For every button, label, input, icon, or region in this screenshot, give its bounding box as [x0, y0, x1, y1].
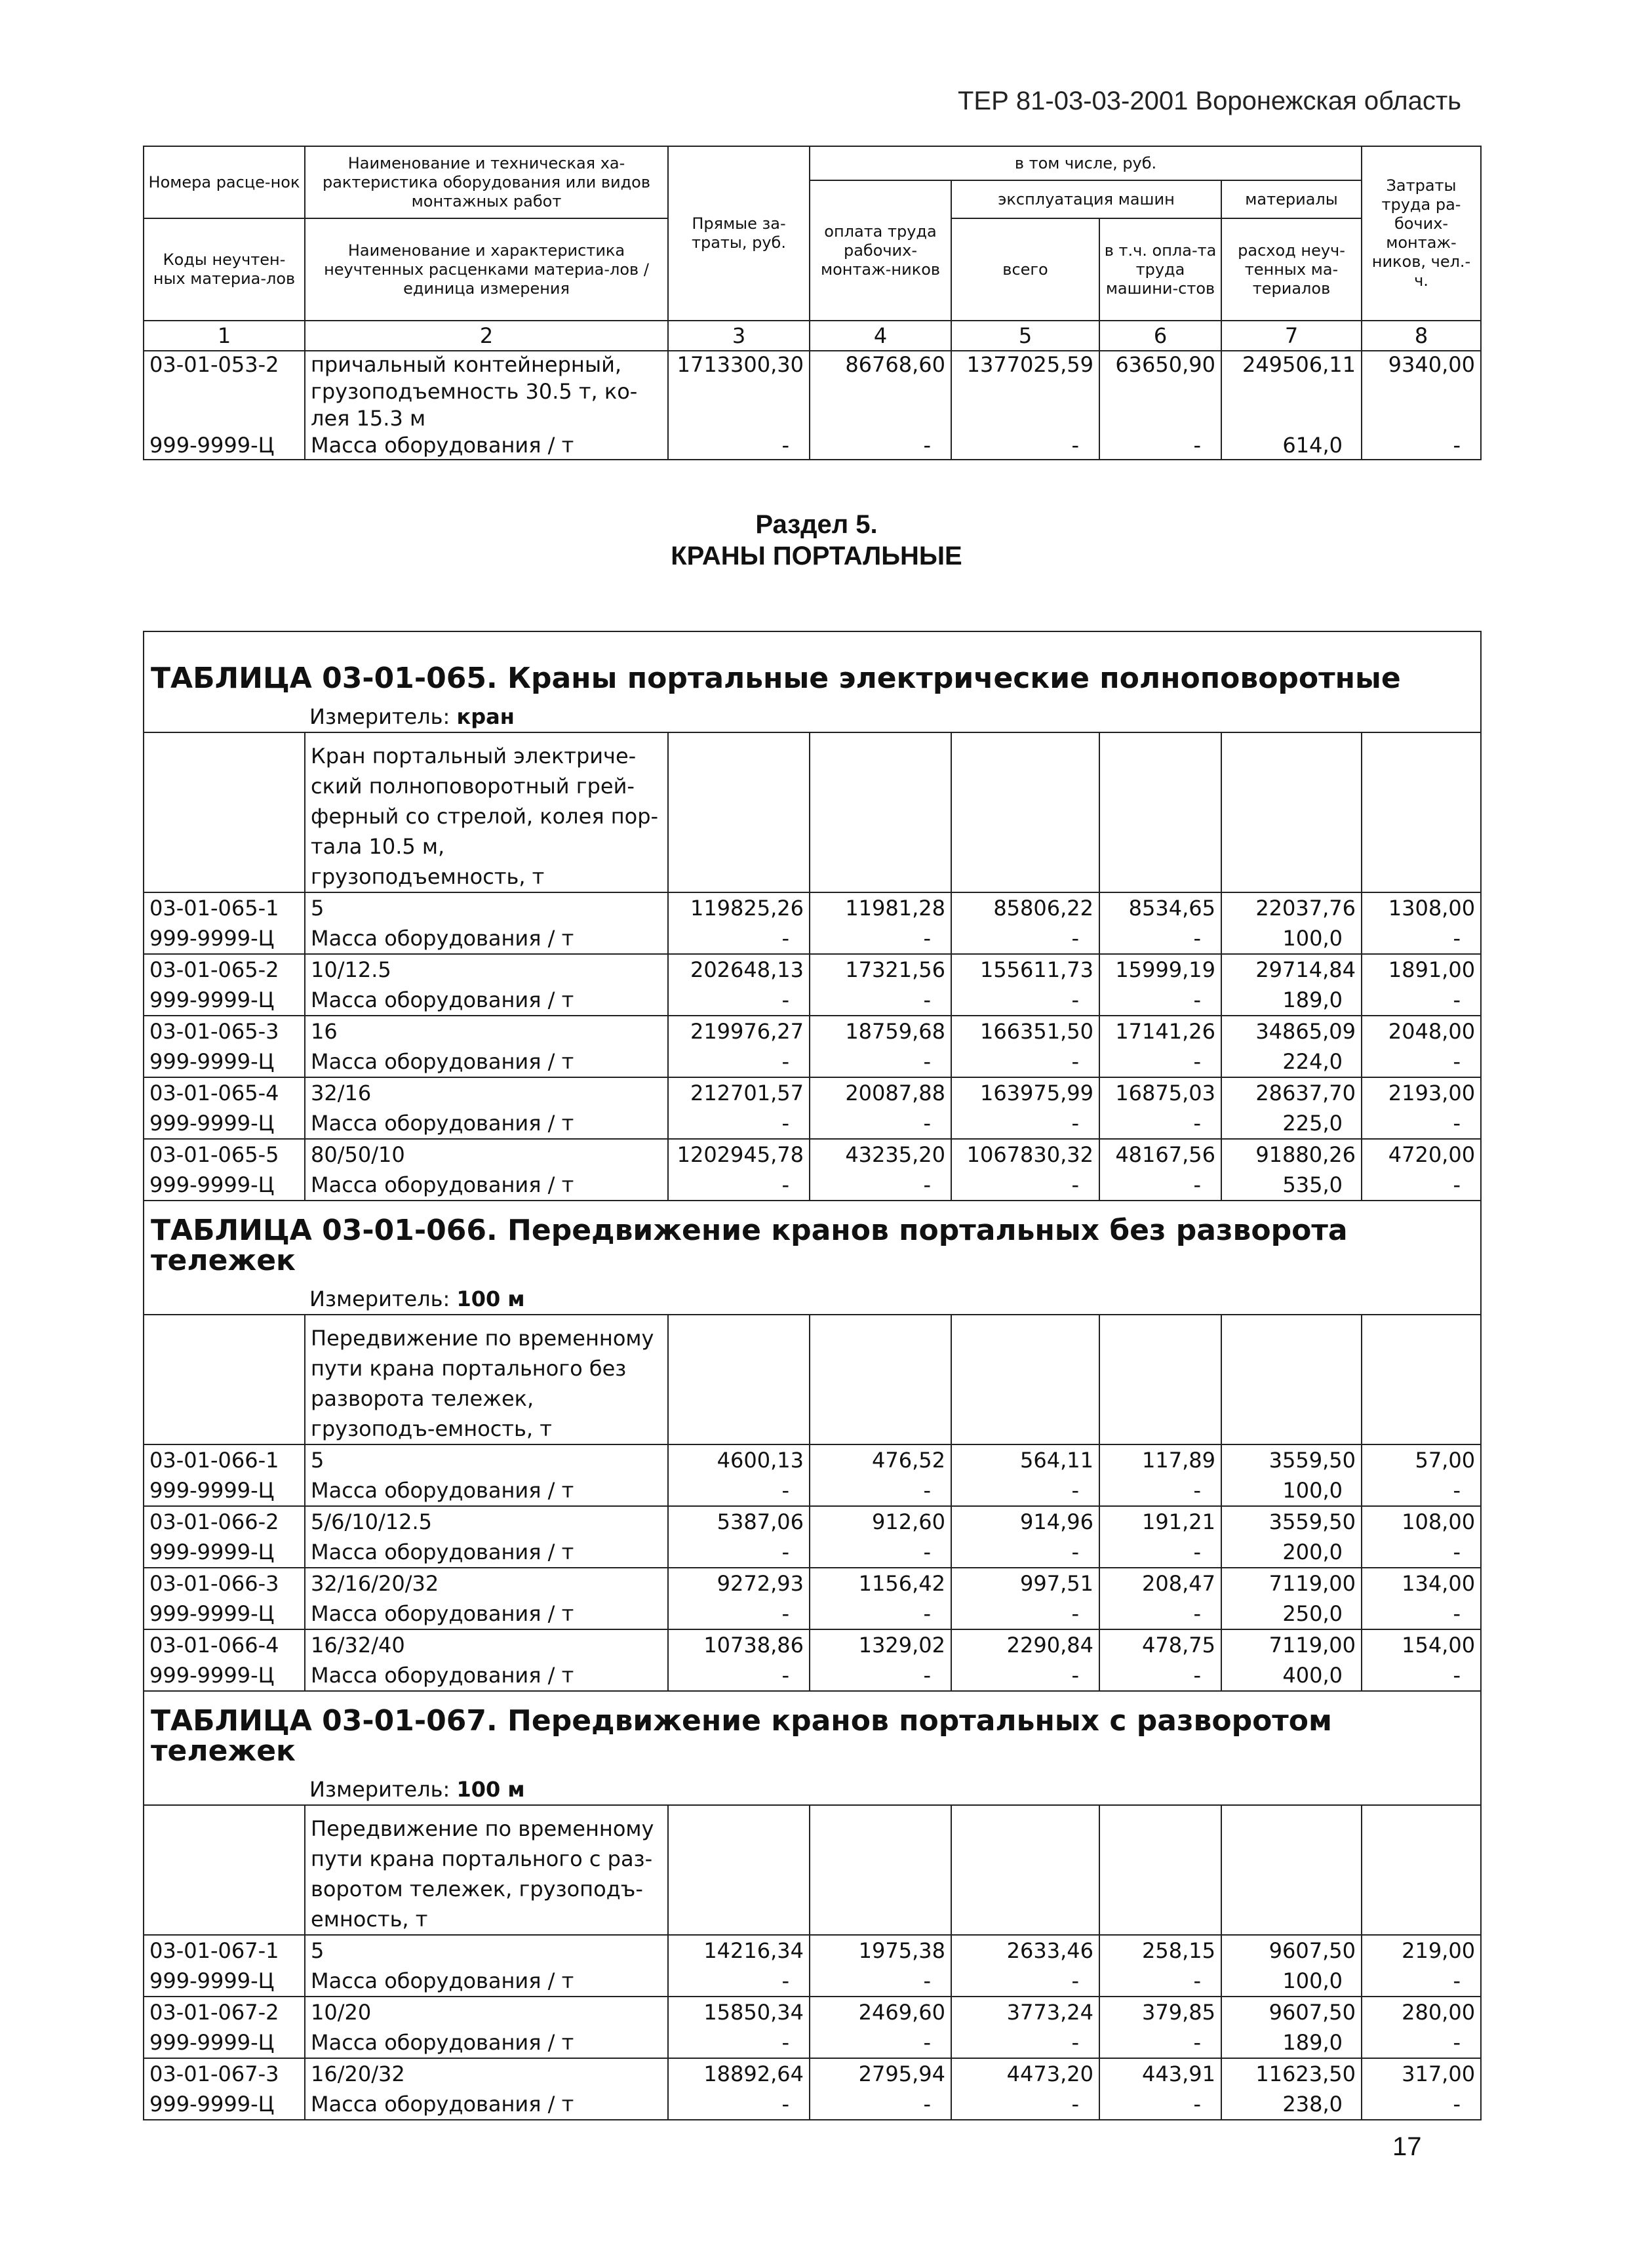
rate-name: 32/16	[305, 1077, 668, 1108]
value-cell: 476,52	[810, 1444, 951, 1475]
value-cell: 535,0	[1221, 1170, 1362, 1201]
col-labor-cost: Затраты труда ра-бочих-монтаж-ников, чел.-ч.	[1362, 146, 1481, 321]
col-number: 1	[144, 321, 305, 351]
material-code: 999-9999-Ц	[144, 1966, 305, 1997]
material-row	[144, 1599, 1481, 1629]
value-cell: -	[1362, 985, 1481, 1016]
rate-name: 16/20/32	[305, 2058, 668, 2089]
rate-name: 5	[305, 1935, 668, 1966]
material-code: 999-9999-Ц	[144, 2089, 305, 2120]
value-cell: -	[1099, 432, 1221, 460]
rate-name: 10/20	[305, 1997, 668, 2027]
value-cell: 63650,90	[1099, 351, 1221, 432]
value-cell: 317,00	[1362, 2058, 1481, 2089]
column-header-table	[143, 146, 1482, 460]
value-cell: 3559,50	[1221, 1444, 1362, 1475]
value-cell: -	[810, 1966, 951, 1997]
measure-unit: 100 м	[456, 1777, 525, 1802]
value-cell: 100,0	[1221, 1966, 1362, 1997]
empty-cell	[1362, 1315, 1481, 1444]
table-row	[144, 954, 1481, 985]
material-row	[144, 1108, 1481, 1139]
value-cell: 91880,26	[1221, 1139, 1362, 1170]
value-cell: 9272,93	[668, 1568, 810, 1599]
table-measure	[144, 702, 1481, 732]
value-cell: -	[810, 923, 951, 954]
value-cell: -	[951, 1046, 1099, 1077]
value-cell: 3559,50	[1221, 1506, 1362, 1537]
value-cell: -	[810, 1660, 951, 1691]
value-cell: 4473,20	[951, 2058, 1099, 2089]
value-cell: 57,00	[1362, 1444, 1481, 1475]
material-code: 999-9999-Ц	[144, 2027, 305, 2058]
value-cell: 238,0	[1221, 2089, 1362, 2120]
rate-code: 03-01-067-2	[144, 1997, 305, 2027]
value-cell: 15999,19	[1099, 954, 1221, 985]
rate-code: 03-01-067-1	[144, 1935, 305, 1966]
value-cell: 2290,84	[951, 1629, 1099, 1660]
value-cell: -	[1362, 1108, 1481, 1139]
value-cell: 14216,34	[668, 1935, 810, 1966]
rate-name: 16	[305, 1016, 668, 1046]
value-cell: -	[1362, 923, 1481, 954]
rate-name: 5	[305, 1444, 668, 1475]
empty-cell	[810, 1805, 951, 1935]
value-cell: 400,0	[1221, 1660, 1362, 1691]
value-cell: -	[668, 1599, 810, 1629]
material-row	[144, 1537, 1481, 1568]
material-code: 999-9999-Ц	[144, 1108, 305, 1139]
empty-cell	[1099, 732, 1221, 892]
table-row	[144, 1568, 1481, 1599]
value-cell: -	[810, 1599, 951, 1629]
material-row	[144, 1046, 1481, 1077]
value-cell: -	[1362, 1966, 1481, 1997]
value-cell: -	[810, 1170, 951, 1201]
value-cell: -	[1362, 432, 1481, 460]
table-row	[144, 1077, 1481, 1108]
table-row	[144, 1997, 1481, 2027]
material-row	[144, 1966, 1481, 1997]
material-code: 999-9999-Ц	[144, 1599, 305, 1629]
empty-cell	[668, 1805, 810, 1935]
rate-code: 03-01-065-3	[144, 1016, 305, 1046]
col-machines-labor: в т.ч. опла-та труда машини-стов	[1099, 218, 1221, 321]
value-cell: -	[668, 1475, 810, 1506]
value-cell: 108,00	[1362, 1506, 1481, 1537]
value-cell: 564,11	[951, 1444, 1099, 1475]
table-measure	[144, 1774, 1481, 1805]
col-number: 3	[668, 321, 810, 351]
empty-cell	[144, 1315, 305, 1444]
material-name: Масса оборудования / т	[305, 1599, 668, 1629]
value-cell: 22037,76	[1221, 892, 1362, 923]
value-cell: 202648,13	[668, 954, 810, 985]
material-name: Масса оборудования / т	[305, 985, 668, 1016]
value-cell: 154,00	[1362, 1629, 1481, 1660]
rate-name: 80/50/10	[305, 1139, 668, 1170]
material-row	[144, 985, 1481, 1016]
measure-label: Измеритель:	[309, 1286, 450, 1311]
rate-code: 03-01-066-4	[144, 1629, 305, 1660]
value-cell: 117,89	[1099, 1444, 1221, 1475]
value-cell: -	[810, 2027, 951, 2058]
material-code: 999-9999-Ц	[144, 923, 305, 954]
col-number: 7	[1221, 321, 1362, 351]
value-cell: 7119,00	[1221, 1568, 1362, 1599]
value-cell: 1308,00	[1362, 892, 1481, 923]
material-row	[144, 923, 1481, 954]
col-machines-total: всего	[951, 218, 1099, 321]
value-cell: 249506,11	[1221, 351, 1362, 432]
table-row	[144, 1444, 1481, 1475]
value-cell: -	[1099, 1537, 1221, 1568]
table-row	[144, 1139, 1481, 1170]
rates-table	[143, 631, 1482, 2120]
rate-name: 10/12.5	[305, 954, 668, 985]
value-cell: 1329,02	[810, 1629, 951, 1660]
value-cell: 912,60	[810, 1506, 951, 1537]
empty-cell	[144, 1805, 305, 1935]
value-cell: 9340,00	[1362, 351, 1481, 432]
material-row	[144, 432, 1481, 460]
value-cell: -	[810, 1046, 951, 1077]
table-measure	[144, 1284, 1481, 1315]
value-cell: 29714,84	[1221, 954, 1362, 985]
value-cell: -	[1099, 1475, 1221, 1506]
measure-unit: кран	[456, 704, 515, 729]
value-cell: -	[668, 2089, 810, 2120]
value-cell: -	[668, 923, 810, 954]
table-row	[144, 351, 1481, 432]
value-cell: 17141,26	[1099, 1016, 1221, 1046]
value-cell: 85806,22	[951, 892, 1099, 923]
material-name: Масса оборудования / т	[305, 1475, 668, 1506]
table-title: ТАБЛИЦА 03-01-065. Краны портальные электрические полноповоротные	[144, 631, 1481, 702]
value-cell: 379,85	[1099, 1997, 1221, 2027]
col-number: 8	[1362, 321, 1481, 351]
value-cell: -	[951, 1966, 1099, 1997]
col-number: 6	[1099, 321, 1221, 351]
value-cell: -	[810, 1537, 951, 1568]
value-cell: 34865,09	[1221, 1016, 1362, 1046]
value-cell: 443,91	[1099, 2058, 1221, 2089]
material-name: Масса оборудования / т	[305, 1537, 668, 1568]
value-cell: 9607,50	[1221, 1935, 1362, 1966]
value-cell: -	[1362, 1660, 1481, 1691]
value-cell: 219,00	[1362, 1935, 1481, 1966]
empty-cell	[1362, 1805, 1481, 1935]
value-cell: 15850,34	[668, 1997, 810, 2027]
material-row	[144, 1170, 1481, 1201]
value-cell: -	[951, 1108, 1099, 1139]
value-cell: -	[668, 1966, 810, 1997]
value-cell: 100,0	[1221, 923, 1362, 954]
value-cell: -	[668, 1108, 810, 1139]
empty-cell	[951, 732, 1099, 892]
value-cell: 119825,26	[668, 892, 810, 923]
empty-cell	[1099, 1315, 1221, 1444]
value-cell: -	[1099, 1046, 1221, 1077]
material-code: 999-9999-Ц	[144, 985, 305, 1016]
value-cell: 258,15	[1099, 1935, 1221, 1966]
value-cell: -	[810, 2089, 951, 2120]
value-cell: 914,96	[951, 1506, 1099, 1537]
rate-code: 03-01-066-3	[144, 1568, 305, 1599]
material-name: Масса оборудования / т	[305, 1046, 668, 1077]
section-number: Раздел 5.	[755, 510, 878, 539]
value-cell: 2795,94	[810, 2058, 951, 2089]
value-cell: 219976,27	[668, 1016, 810, 1046]
value-cell: -	[1362, 1537, 1481, 1568]
value-cell: 10738,86	[668, 1629, 810, 1660]
empty-cell	[951, 1315, 1099, 1444]
material-row	[144, 2027, 1481, 2058]
empty-cell	[144, 732, 305, 892]
value-cell: -	[1099, 923, 1221, 954]
document-header: ТЕР 81-03-03-2001 Воронежская область	[957, 87, 1461, 115]
value-cell: -	[951, 1475, 1099, 1506]
material-name: Масса оборудования / т	[305, 923, 668, 954]
value-cell: 1377025,59	[951, 351, 1099, 432]
table-row	[144, 1935, 1481, 1966]
value-cell: -	[1362, 1170, 1481, 1201]
value-cell: 1975,38	[810, 1935, 951, 1966]
value-cell: -	[951, 1660, 1099, 1691]
material-name: Масса оборудования / т	[305, 2027, 668, 2058]
value-cell: -	[668, 1170, 810, 1201]
table-row	[144, 2058, 1481, 2089]
empty-cell	[1221, 1315, 1362, 1444]
value-cell: -	[1099, 1170, 1221, 1201]
material-name: Масса оборудования / т	[305, 1660, 668, 1691]
value-cell: 11981,28	[810, 892, 951, 923]
value-cell: 100,0	[1221, 1475, 1362, 1506]
value-cell: 224,0	[1221, 1046, 1362, 1077]
value-cell: 9607,50	[1221, 1997, 1362, 2027]
material-code: 999-9999-Ц	[144, 1170, 305, 1201]
material-name: Масса оборудования / т	[305, 1170, 668, 1201]
col-materials: материалы	[1221, 180, 1362, 218]
rate-name: причальный контейнерный, грузоподъемность 30.5 т, ко-лея 15.3 м	[305, 351, 668, 432]
col-including: в том числе, руб.	[810, 146, 1362, 180]
table-title: ТАБЛИЦА 03-01-067. Передвижение кранов портальных с разворотом тележек	[144, 1691, 1481, 1774]
table-description: Передвижение по временному пути крана портального без разворота тележек, грузоподъ-емность, т	[305, 1315, 668, 1444]
value-cell: 200,0	[1221, 1537, 1362, 1568]
rate-code: 03-01-066-2	[144, 1506, 305, 1537]
section-title: КРАНЫ ПОРТАЛЬНЫЕ	[671, 542, 962, 570]
rate-code: 03-01-066-1	[144, 1444, 305, 1475]
value-cell: -	[668, 985, 810, 1016]
value-cell: 1891,00	[1362, 954, 1481, 985]
value-cell: 166351,50	[951, 1016, 1099, 1046]
material-code: 999-9999-Ц	[144, 1537, 305, 1568]
rate-code: 03-01-065-1	[144, 892, 305, 923]
empty-cell	[1221, 1805, 1362, 1935]
material-row	[144, 1475, 1481, 1506]
material-row	[144, 1660, 1481, 1691]
value-cell: -	[810, 1108, 951, 1139]
value-cell: -	[951, 1170, 1099, 1201]
value-cell: 2048,00	[1362, 1016, 1481, 1046]
value-cell: 997,51	[951, 1568, 1099, 1599]
value-cell: 614,0	[1221, 432, 1362, 460]
value-cell: 225,0	[1221, 1108, 1362, 1139]
empty-cell	[668, 1315, 810, 1444]
table-description: Передвижение по временному пути крана портального с раз-воротом тележек, грузоподъ-емность, т	[305, 1805, 668, 1935]
value-cell: 20087,88	[810, 1077, 951, 1108]
page-number: 17	[1392, 2132, 1422, 2161]
value-cell: 155611,73	[951, 954, 1099, 985]
value-cell: -	[1362, 1046, 1481, 1077]
value-cell: 5387,06	[668, 1506, 810, 1537]
col-numbers-top: Номера расце-нок	[144, 146, 305, 218]
empty-cell	[668, 732, 810, 892]
material-name: Масса оборудования / т	[305, 432, 668, 460]
material-code: 999-9999-Ц	[144, 1660, 305, 1691]
material-row	[144, 2089, 1481, 2120]
value-cell: -	[668, 432, 810, 460]
value-cell: -	[810, 985, 951, 1016]
rate-code: 03-01-053-2	[144, 351, 305, 432]
value-cell: -	[951, 2089, 1099, 2120]
material-code: 999-9999-Ц	[144, 1046, 305, 1077]
col-number: 2	[305, 321, 668, 351]
empty-cell	[1221, 732, 1362, 892]
empty-cell	[1362, 732, 1481, 892]
value-cell: 28637,70	[1221, 1077, 1362, 1108]
measure-label: Измеритель:	[309, 1777, 450, 1802]
material-name: Масса оборудования / т	[305, 2089, 668, 2120]
value-cell: 189,0	[1221, 985, 1362, 1016]
value-cell: -	[951, 2027, 1099, 2058]
value-cell: 4720,00	[1362, 1139, 1481, 1170]
value-cell: 18892,64	[668, 2058, 810, 2089]
value-cell: -	[951, 1537, 1099, 1568]
value-cell: 134,00	[1362, 1568, 1481, 1599]
value-cell: -	[1099, 1599, 1221, 1629]
value-cell: -	[1099, 2027, 1221, 2058]
rate-code: 03-01-065-5	[144, 1139, 305, 1170]
value-cell: -	[1362, 1599, 1481, 1629]
value-cell: 212701,57	[668, 1077, 810, 1108]
value-cell: 1156,42	[810, 1568, 951, 1599]
value-cell: 1202945,78	[668, 1139, 810, 1170]
material-code: 999-9999-Ц	[144, 432, 305, 460]
col-name-bottom: Наименование и характеристика неучтенных расценками материа-лов / единица измерения	[305, 218, 668, 321]
table-row	[144, 1629, 1481, 1660]
value-cell: 7119,00	[1221, 1629, 1362, 1660]
rate-name: 5	[305, 892, 668, 923]
value-cell: 250,0	[1221, 1599, 1362, 1629]
value-cell: -	[668, 1046, 810, 1077]
value-cell: 11623,50	[1221, 2058, 1362, 2089]
rate-name: 5/6/10/12.5	[305, 1506, 668, 1537]
value-cell: -	[1099, 2089, 1221, 2120]
value-cell: 43235,20	[810, 1139, 951, 1170]
table-row	[144, 1016, 1481, 1046]
empty-cell	[810, 732, 951, 892]
value-cell: 17321,56	[810, 954, 951, 985]
value-cell: -	[951, 985, 1099, 1016]
value-cell: -	[1362, 2089, 1481, 2120]
value-cell: 3773,24	[951, 1997, 1099, 2027]
table-row	[144, 1506, 1481, 1537]
value-cell: 4600,13	[668, 1444, 810, 1475]
measure-unit: 100 м	[456, 1286, 525, 1311]
value-cell: -	[1099, 1660, 1221, 1691]
material-name: Масса оборудования / т	[305, 1108, 668, 1139]
value-cell: -	[810, 1475, 951, 1506]
table-description: Кран портальный электриче-ский полноповоротный грей-ферный со стрелой, колея пор-тала 10.5 м, грузоподъемность, т	[305, 732, 668, 892]
rate-name: 32/16/20/32	[305, 1568, 668, 1599]
value-cell: 16875,03	[1099, 1077, 1221, 1108]
col-materials-use: расход неуч-тенных ма-териалов	[1221, 218, 1362, 321]
measure-label: Измеритель:	[309, 704, 450, 729]
value-cell: 2469,60	[810, 1997, 951, 2027]
empty-cell	[810, 1315, 951, 1444]
value-cell: -	[1099, 1966, 1221, 1997]
col-number: 5	[951, 321, 1099, 351]
value-cell: -	[1099, 985, 1221, 1016]
table-row	[144, 892, 1481, 923]
value-cell: -	[668, 1537, 810, 1568]
value-cell: 163975,99	[951, 1077, 1099, 1108]
value-cell: -	[810, 432, 951, 460]
value-cell: 478,75	[1099, 1629, 1221, 1660]
empty-cell	[1099, 1805, 1221, 1935]
col-numbers-bottom: Коды неучтен-ных материа-лов	[144, 218, 305, 321]
value-cell: 280,00	[1362, 1997, 1481, 2027]
value-cell: 1713300,30	[668, 351, 810, 432]
value-cell: 18759,68	[810, 1016, 951, 1046]
value-cell: -	[1362, 1475, 1481, 1506]
empty-cell	[951, 1805, 1099, 1935]
value-cell: 191,21	[1099, 1506, 1221, 1537]
rate-code: 03-01-067-3	[144, 2058, 305, 2089]
value-cell: 189,0	[1221, 2027, 1362, 2058]
col-name-top: Наименование и техническая ха-рактеристика оборудования или видов монтажных работ	[305, 146, 668, 218]
value-cell: 48167,56	[1099, 1139, 1221, 1170]
rate-code: 03-01-065-4	[144, 1077, 305, 1108]
value-cell: -	[951, 432, 1099, 460]
col-number: 4	[810, 321, 951, 351]
value-cell: 1067830,32	[951, 1139, 1099, 1170]
material-code: 999-9999-Ц	[144, 1475, 305, 1506]
rate-code: 03-01-065-2	[144, 954, 305, 985]
value-cell: 2633,46	[951, 1935, 1099, 1966]
value-cell: -	[951, 1599, 1099, 1629]
value-cell: -	[951, 923, 1099, 954]
value-cell: -	[668, 1660, 810, 1691]
col-labor-pay: оплата труда рабочих-монтаж-ников	[810, 180, 951, 321]
value-cell: -	[1362, 2027, 1481, 2058]
table-title: ТАБЛИЦА 03-01-066. Передвижение кранов портальных без разворота тележек	[144, 1201, 1481, 1284]
value-cell: 8534,65	[1099, 892, 1221, 923]
material-name: Масса оборудования / т	[305, 1966, 668, 1997]
value-cell: 86768,60	[810, 351, 951, 432]
col-machines: эксплуатация машин	[951, 180, 1221, 218]
value-cell: 208,47	[1099, 1568, 1221, 1599]
value-cell: 2193,00	[1362, 1077, 1481, 1108]
value-cell: -	[1099, 1108, 1221, 1139]
rate-name: 16/32/40	[305, 1629, 668, 1660]
value-cell: -	[668, 2027, 810, 2058]
col-direct-costs: Прямые за-траты, руб.	[668, 146, 810, 321]
